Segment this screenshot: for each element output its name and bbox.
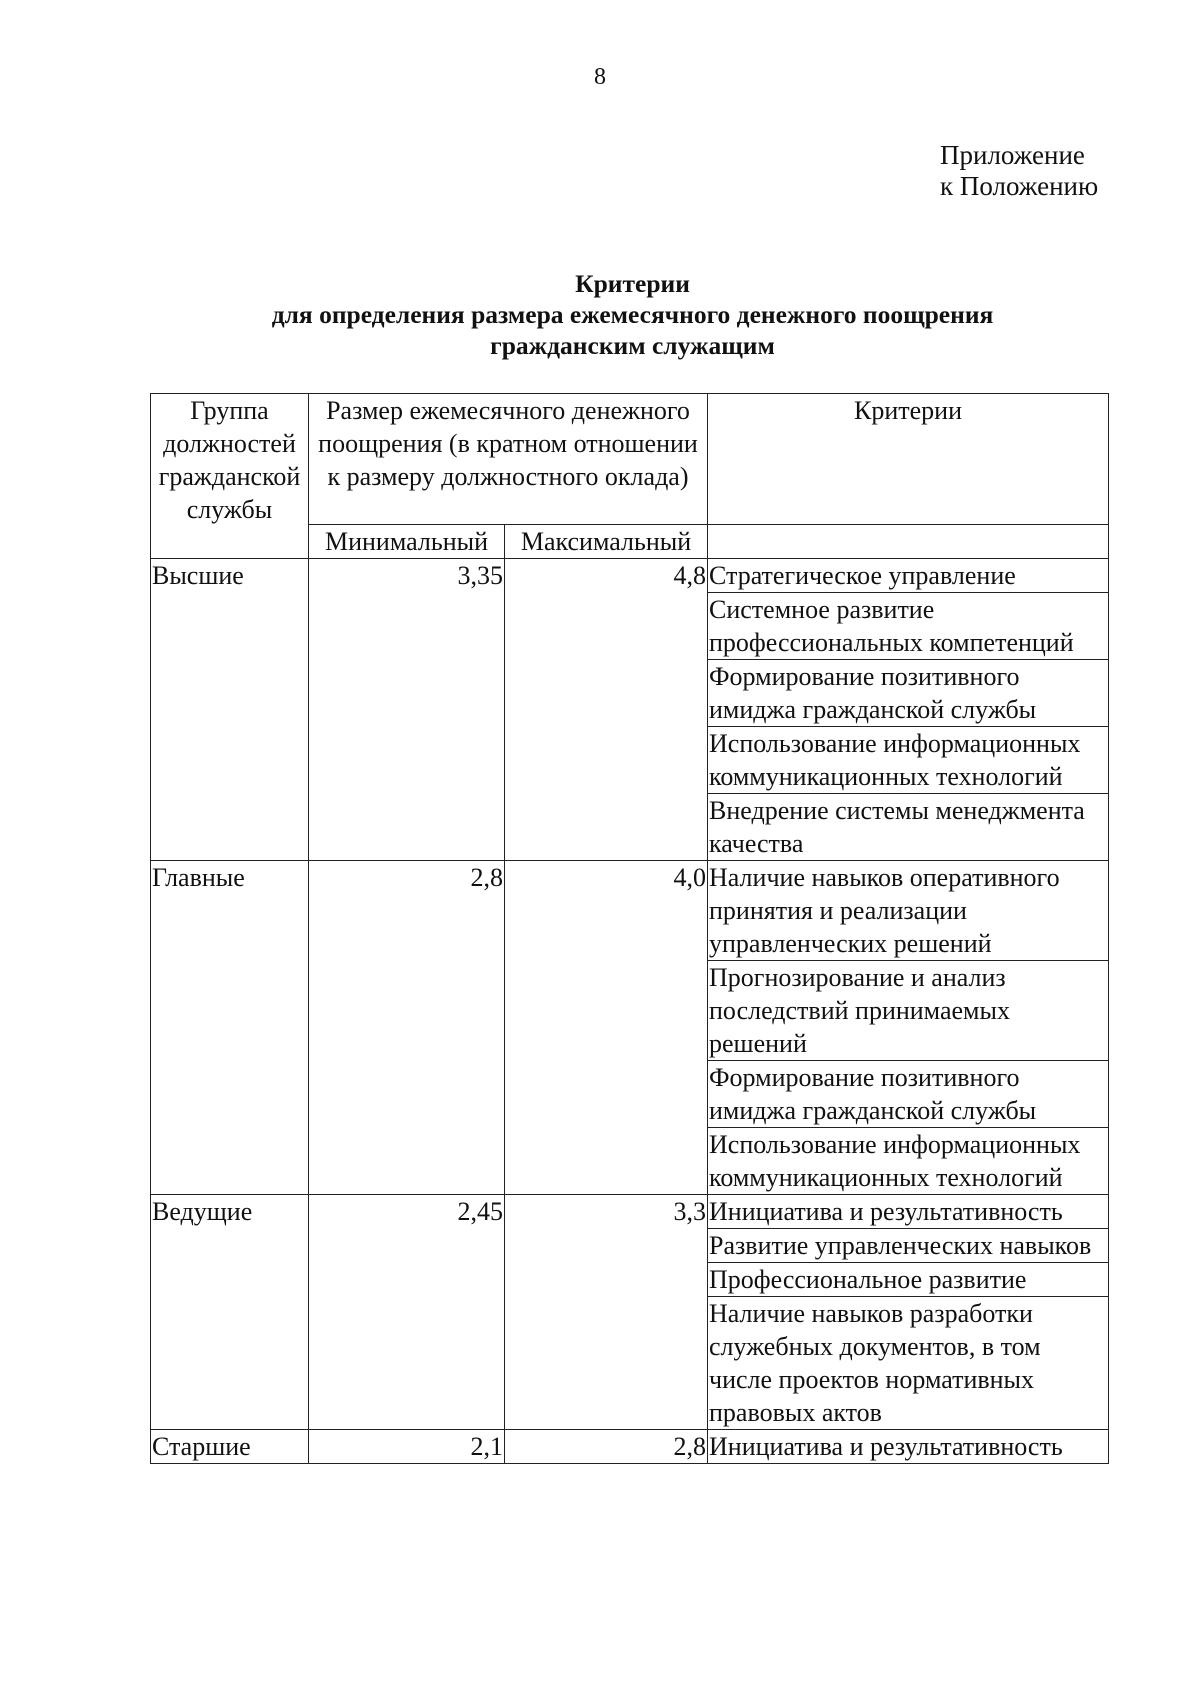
criterion-cell: Инициатива и результативность: [708, 1430, 1109, 1464]
group-name: Ведущие: [151, 1195, 309, 1430]
criterion-cell: Наличие навыков оперативного принятия и реализации управленческих решений: [708, 861, 1109, 961]
max-value: 3,3: [505, 1195, 708, 1430]
criteria-table: [150, 393, 1109, 1464]
max-value: 2,8: [505, 1430, 708, 1464]
title-line-3: гражданским служащим: [490, 331, 775, 360]
header-criteria: Критерии: [708, 394, 1109, 525]
criterion-cell: Использование информационных коммуникационных технологий: [708, 1128, 1109, 1195]
criterion-cell: Стратегическое управление: [708, 559, 1109, 593]
header-group: Группа должностей гражданской службы: [151, 394, 309, 559]
page-number: 8: [594, 64, 606, 90]
header-empty: [708, 525, 1109, 559]
header-max: Максимальный: [505, 525, 708, 559]
max-value: 4,8: [505, 559, 708, 861]
title-line-2: для определения размера ежемесячного денежного поощрения: [271, 300, 994, 329]
appendix-line-1: Приложение: [940, 140, 1085, 170]
criterion-cell: Наличие навыков разработки служебных документов, в том числе проектов нормативных правовых актов: [708, 1297, 1109, 1430]
appendix-note: [940, 140, 1160, 202]
group-name: Старшие: [151, 1430, 309, 1464]
criterion-cell: Использование информационных коммуникационных технологий: [708, 727, 1109, 794]
criterion-cell: Инициатива и результативность: [708, 1195, 1109, 1229]
group-name: Высшие: [151, 559, 309, 861]
min-value: 3,35: [309, 559, 505, 861]
min-value: 2,45: [309, 1195, 505, 1430]
criteria-table-body: [151, 394, 1109, 1464]
title-line-1: Критерии: [575, 269, 690, 298]
document-title: [0, 268, 1200, 361]
header-size: Размер ежемесячного денежного поощрения (в кратном отношении к размеру должностного оклада): [309, 394, 708, 525]
table-row: [151, 861, 1109, 961]
criterion-cell: Прогнозирование и анализ последствий принимаемых решений: [708, 961, 1109, 1061]
min-value: 2,8: [309, 861, 505, 1195]
header-row: [151, 394, 1109, 525]
appendix-line-2: к Положению: [940, 171, 1099, 201]
criterion-cell: Системное развитие профессиональных компетенций: [708, 593, 1109, 660]
header-min: Минимальный: [309, 525, 505, 559]
group-name: Главные: [151, 861, 309, 1195]
min-value: 2,1: [309, 1430, 505, 1464]
criterion-cell: Формирование позитивного имиджа гражданской службы: [708, 660, 1109, 727]
criterion-cell: Развитие управленческих навыков: [708, 1229, 1109, 1263]
table-row: [151, 1195, 1109, 1229]
criterion-cell: Внедрение системы менеджмента качества: [708, 794, 1109, 861]
max-value: 4,0: [505, 861, 708, 1195]
criterion-cell: Профессиональное развитие: [708, 1263, 1109, 1297]
criterion-cell: Формирование позитивного имиджа гражданской службы: [708, 1061, 1109, 1128]
table-row: [151, 559, 1109, 593]
table-row: [151, 1430, 1109, 1464]
